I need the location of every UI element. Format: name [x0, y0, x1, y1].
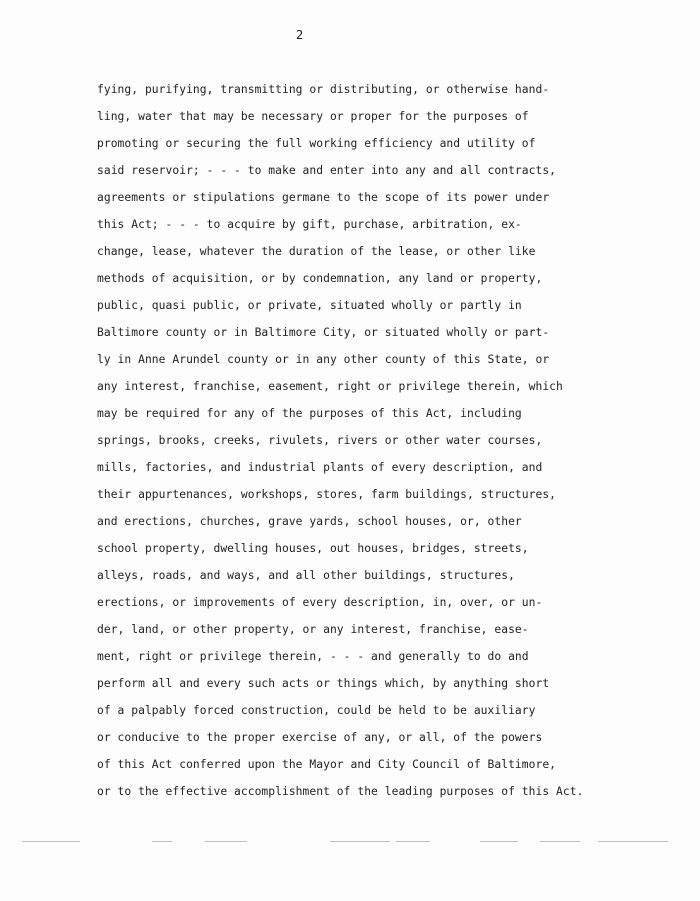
text-line: methods of acquisition, or by condemnation, any land or property,: [97, 272, 543, 285]
text-line: of this Act conferred upon the Mayor and City Council of Baltimore,: [97, 758, 557, 771]
text-line: school property, dwelling houses, out houses, bridges, streets,: [97, 542, 529, 555]
text-line: their appurtenances, workshops, stores, farm buildings, structures,: [97, 488, 557, 501]
text-line: promoting or securing the full working efficiency and utility of: [97, 137, 536, 150]
text-line: any interest, franchise, easement, right or privilege therein, which: [97, 380, 563, 393]
text-line: ment, right or privilege therein, - - - and generally to do and: [97, 650, 529, 663]
text-line: springs, brooks, creeks, rivulets, rivers or other water courses,: [97, 434, 543, 447]
scan-artifact-line: [0, 838, 700, 846]
text-line: fying, purifying, transmitting or distributing, or otherwise hand-: [97, 83, 550, 96]
text-line: change, lease, whatever the duration of the lease, or other like: [97, 245, 536, 258]
body-text: [97, 80, 677, 809]
text-line: this Act; - - - to acquire by gift, purchase, arbitration, ex-: [97, 218, 522, 231]
text-line: or to the effective accomplishment of the leading purposes of this Act.: [97, 785, 584, 798]
text-line: erections, or improvements of every description, in, over, or un-: [97, 596, 543, 609]
text-line: ling, water that may be necessary or proper for the purposes of: [97, 110, 529, 123]
page-number: 2: [296, 28, 304, 42]
text-line: alleys, roads, and ways, and all other buildings, structures,: [97, 569, 515, 582]
text-line: perform all and every such acts or things which, by anything short: [97, 677, 550, 690]
text-line: mills, factories, and industrial plants of every description, and: [97, 461, 543, 474]
text-line: and erections, churches, grave yards, school houses, or, other: [97, 515, 522, 528]
text-line: agreements or stipulations germane to the scope of its power under: [97, 191, 550, 204]
text-line: may be required for any of the purposes of this Act, including: [97, 407, 522, 420]
text-line: der, land, or other property, or any interest, franchise, ease-: [97, 623, 529, 636]
text-line: Baltimore county or in Baltimore City, or situated wholly or part-: [97, 326, 550, 339]
text-line: ly in Anne Arundel county or in any other county of this State, or: [97, 353, 550, 366]
text-line: public, quasi public, or private, situated wholly or partly in: [97, 299, 522, 312]
text-line: of a palpably forced construction, could be held to be auxiliary: [97, 704, 536, 717]
text-line: said reservoir; - - - to make and enter into any and all contracts,: [97, 164, 557, 177]
text-line: or conducive to the proper exercise of any, or all, of the powers: [97, 731, 543, 744]
